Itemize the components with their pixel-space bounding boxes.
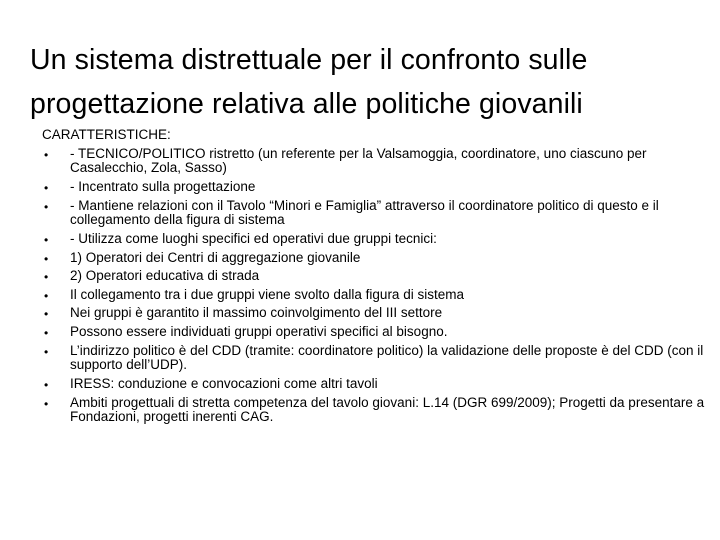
- list-item-text: - TECNICO/POLITICO ristretto (un referente per la Valsamoggia, coordinatore, uno ciascuno per Casalecchio, Zola, Sasso): [70, 145, 647, 176]
- list-item-text: - Utilizza come luoghi specifici ed operativi due gruppi tecnici:: [70, 230, 437, 246]
- list-item-text: Nei gruppi è garantito il massimo coinvolgimento del III settore: [70, 305, 443, 321]
- bullet-list: [42, 145, 712, 427]
- bullet-icon: •: [44, 251, 49, 266]
- list-item: [42, 375, 712, 394]
- list-item: [42, 249, 712, 268]
- list-item-text: 1) Operatori dei Centri di aggregazione giovanile: [70, 249, 361, 265]
- bullet-icon: •: [44, 377, 49, 392]
- bullet-icon: •: [44, 232, 49, 247]
- bullet-icon: •: [44, 396, 49, 411]
- list-item-text: L’indirizzo politico è del CDD (tramite: coordinatore politico) la validazione delle proposte è del CDD (con il supporto dell’UDP).: [70, 342, 704, 373]
- list-item: [42, 178, 712, 197]
- bullet-icon: •: [44, 325, 49, 340]
- list-item-text: - Mantiene relazioni con il Tavolo “Minori e Famiglia” attraverso il coordinatore politico di questo e il collegamento della figura di sistema: [70, 197, 659, 228]
- list-item-text: IRESS: conduzione e convocazioni come altri tavoli: [70, 375, 378, 391]
- list-item: [42, 342, 712, 375]
- list-item: [42, 230, 712, 249]
- list-item-text: Ambiti progettuali di stretta competenza del tavolo giovani: L.14 (DGR 699/2009); Progetti da presentare a Fondazioni, progetti inerenti CAG.: [70, 394, 705, 425]
- slide-content: [42, 126, 712, 427]
- bullet-icon: •: [44, 199, 49, 214]
- list-item-text: - Incentrato sulla progettazione: [70, 178, 256, 194]
- bullet-icon: •: [44, 344, 49, 359]
- slide-title: Un sistema distrettuale per il confronto sulle progettazione relativa alle politiche giovanili: [30, 44, 588, 120]
- list-item: [42, 197, 712, 230]
- bullet-icon: •: [44, 307, 49, 322]
- list-item: [42, 304, 712, 323]
- list-item: [42, 394, 712, 427]
- section-heading: CARATTERISTICHE:: [42, 127, 171, 142]
- list-item: [42, 286, 712, 305]
- bullet-icon: •: [44, 180, 49, 195]
- list-item-text: Possono essere individuati gruppi operativi specifici al bisogno.: [70, 323, 448, 339]
- list-item-text: 2) Operatori educativa di strada: [70, 268, 260, 284]
- bullet-icon: •: [44, 270, 49, 285]
- list-item-text: Il collegamento tra i due gruppi viene svolto dalla figura di sistema: [70, 286, 464, 302]
- bullet-icon: •: [44, 147, 49, 162]
- bullet-icon: •: [44, 288, 49, 303]
- list-item: [42, 145, 712, 178]
- list-item: [42, 267, 712, 286]
- list-item: [42, 323, 712, 342]
